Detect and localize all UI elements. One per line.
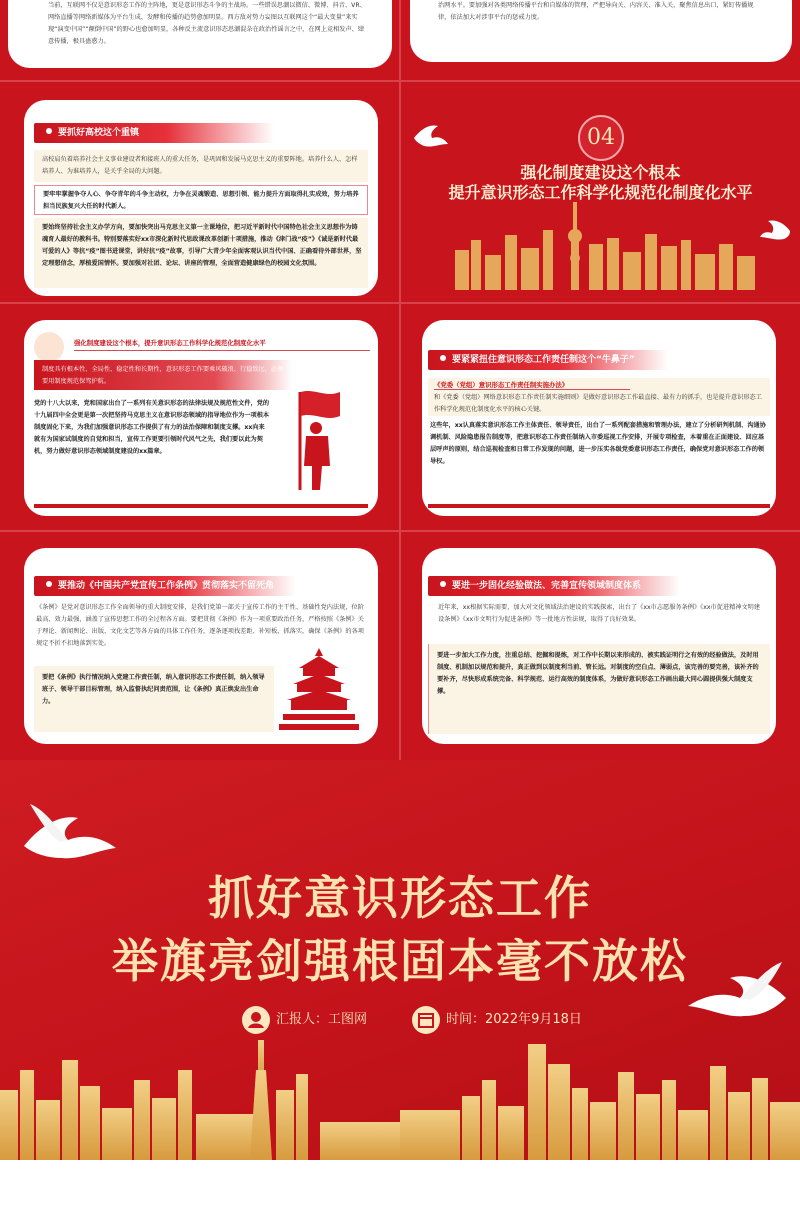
slide-h-p2: 要进一步加大工作力度，注重总结、挖掘和提炼，对工作中长期以来形成的、被实践证明行之有效的经验做法，及时用制度、机制加以规范和提升，真正做到以制度利当前、管长远。对制度的空白点、薄弱点，该完善的要完善，该补齐的要补齐，尽快形成系统完备、科学规范、运行高效的制度体系，为做好意识形态工作画出最大同心圆提供强大制度支撑。: [437, 652, 759, 695]
slide-e-header: 强化制度建设这个根本，提升意识形态工作科学化规范化制度化水平: [74, 338, 370, 351]
slide-f[interactable]: [422, 320, 776, 516]
slide-number-badge: 04: [578, 115, 624, 161]
grid-divider: [0, 302, 800, 304]
slide-f-p1: 和《党委（党组）网络意识形态工作责任制实施细则》是做好意识形态工作最直接、最有力的抓手，也是提升意识形态工作科学化规范化制度化水平的核心关键。: [434, 394, 762, 413]
slide-g-p1: 《条例》是党对意识形态工作全面领导的重大制度安排，是我们党第一部关于宣传工作的主干性、基础性党内法规，位阶最高、效力最强，涵盖了宣传思想工作的全过程各方面。要把贯彻《条例》作为一项重要政治任务，严格按照《条例》关于理论、新闻舆论、出版、文化文艺等各方面的具体工作任务，逐条逐项找差距、补短板、抓落实，确保《条例》的各项规定不折不扣地落到实处。: [36, 604, 364, 647]
flag-bearer-icon: [286, 386, 356, 496]
slide-b-text: 治网水平。要加强对各类网络传播平台和自媒体的管理，严把导向关、内容关、准入关，聚焦信息出口，紧盯传播规律，依法加大对涉事平台的惩戒力度。: [438, 2, 754, 21]
slide-g-header: 要推动《中国共产党宣传工作条例》贯彻落实不留死角: [34, 576, 296, 596]
slide-d-title-2: 提升意识形态工作科学化规范化制度化水平: [448, 183, 753, 202]
slide-c-p3: 要始终坚持社会主义办学方向，要加快突出马克思主义第一主课地位，把习近平新时代中国特色社会主义思想作为铸魂育人最好的教科书。特别要落实好xx市深化新时代思政课改革创新十项措施，推动《津门战“疫”》《诚是新时代最可爱的人》等抗“疫”图书进课堂，讲好抗“疫”故事，引导广大青少年全面客观认识当代中国、正确看待外部世界，坚定理想信念，厚植爱国情怀。要加强对社团、论坛、讲座的管理，全面营造健康绿色的校园文化氛围。: [42, 224, 362, 267]
slide-g-p2: 要把《条例》执行情况纳入党建工作责任制，纳入意识形态工作责任制，纳入领导班子、领导干部目标管理，纳入监督执纪问责范围，让《条例》真正焕发出生命力。: [42, 674, 265, 705]
slide-e[interactable]: [24, 320, 378, 516]
cover-title-line-1: 抓好意识形态工作: [208, 871, 592, 925]
slide-e-body: 党的十八大以来，党和国家出台了一系列有关意识形态的法律法规及规范性文件，党的十九届四中全会更是第一次把坚持马克思主义在意识形态领域的指导地位作为一项根本制度固化下来，为我们加强意识形态工作提供了有力的法治保障和制度支撑。xx向来就有为国家试制度的自觉和担当，宣传工作更要引领时代风气之先，我们要以此为契机，努力做好意识形态领域制度建设的xx篇章。: [34, 400, 270, 455]
cover-slide[interactable]: [0, 760, 800, 1160]
slide-h-box: [428, 644, 770, 734]
city-skyline-icon: [455, 200, 755, 290]
slide-c-box-1: [34, 150, 368, 182]
slide-c-p2: 要牢牢掌握争夺人心、争夺青年的斗争主动权，力争在灵魂锻造、思想引领、能力提升方面取得扎实成效，努力培养担当民族复兴大任的时代新人。: [43, 191, 359, 210]
dove-icon: [410, 118, 450, 156]
city-skyline-icon: [0, 1030, 800, 1160]
slide-f-p2: 这些年，xx认真落实意识形态工作主体责任、领导责任，出台了一系列配套措施和管理办法，建立了分析研判机制、沟通协调机制、风险隐患报告制度等，把意识形态工作责任制纳入市委巡视工作安排，开展专项检查，本着重在正面建设、回应基层呼声的原则，结合巡视检查和日常工作发现的问题，进一步压实各级党委意识形态工作责任，确保党对意识形态工作的领导权。: [430, 422, 766, 465]
slide-g[interactable]: [24, 548, 378, 744]
slide-c-box-2: [34, 185, 368, 215]
cover-title-line-2: 举旗亮剑强根固本毫不放松: [112, 934, 688, 988]
slide-e-strip: 制度具有根本性、全局性、稳定性和长期性，意识形态工作要乘风破浪、行稳致远，必须要用制度规范保驾护航。: [34, 360, 292, 390]
slide-f-bottom-rule: [428, 504, 770, 508]
slide-c-p1: 高校肩负着培养社会主义事业建设者和接班人的重大任务，是巩固和发展马克思主义的重要阵地。培养什么人、怎样培养人、为谁培养人，是关乎全局的大问题。: [42, 156, 358, 175]
slide-h-p1: 近年来，xx根据实际需要，加大对文化领域法治建设的实践探索，出台了《xx市志愿服务条例》《xx市促进精神文明建设条例》《xx市文明行为促进条例》等一批地方性法规，取得了良好效果。: [438, 604, 761, 623]
slide-a-text: 当前，互联网不仅是意识形态工作的主阵地，更是意识形态斗争的主战场。一些错误思潮以微信、微博、抖音、VR、网络直播等网络新媒体为平台生成、发酵和传播的趋势愈加明显。西方敌对势力妄图以互联网这个“最大变量”来实现“演变中国”“颠倒中国”的野心也愈加明显，各种反主流意识形态思潮混杂在政治性谣言之中，在网上竞相发声、肆意传播，极具蛊惑力。: [48, 2, 366, 45]
grid-divider: [0, 530, 800, 532]
date-label: 时间：2022年9月18日: [446, 1012, 582, 1027]
reporter-label: 汇报人：工图网: [276, 1012, 368, 1027]
slide-g-box: [34, 666, 274, 732]
slide-a[interactable]: [8, 0, 392, 68]
slide-h-header: 要进一步固化经验做法、完善宣传领域制度体系: [428, 576, 680, 596]
slide-f-sub: 《党委（党组）意识形态工作责任制实施办法》: [434, 380, 630, 390]
slide-f-box-1: [428, 378, 770, 416]
slide-d-title-1: 强化制度建设这个根本: [520, 163, 681, 182]
slide-c-box-3: [34, 218, 368, 288]
slide-e-bottom-rule: [34, 504, 368, 508]
temple-of-heaven-icon: [279, 644, 359, 732]
slide-h[interactable]: [422, 548, 776, 744]
slide-c[interactable]: [24, 100, 378, 296]
slide-b[interactable]: [410, 0, 792, 62]
dove-icon: [760, 215, 794, 245]
slide-f-header: 要紧紧扭住意识形态工作责任制这个“牛鼻子”: [428, 350, 668, 370]
gold-ribbon-icon: [34, 332, 64, 362]
slide-c-header: 要抓好高校这个重镇: [34, 123, 274, 143]
